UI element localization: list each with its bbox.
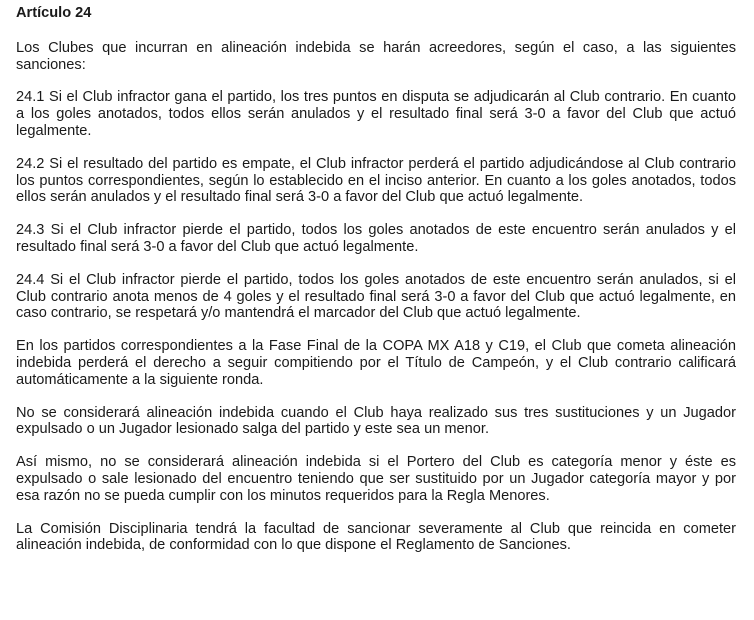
paragraph-intro: Los Clubes que incurran en alineación indebida se harán acreedores, según el caso, a las siguientes sanciones: (16, 39, 736, 73)
paragraph-24-2: 24.2 Si el resultado del partido es empate, el Club infractor perderá el partido adjudicándose al Club contrario los puntos correspondientes, según lo establecido en el inciso anterior. En cuanto a los goles anotados, todos ellos serán anulados y el resultado final será 3-0 a favor del Club que actuó legalmente. (16, 155, 736, 206)
paragraph-24-3: 24.3 Si el Club infractor pierde el partido, todos los goles anotados de este encuentro serán anulados y el resultado final será 3-0 a favor del Club que actuó legalmente. (16, 222, 736, 255)
paragraph-fase-final: En los partidos correspondientes a la Fase Final de la COPA MX A18 y C19, el Club que cometa alineación indebida perderá el derecho a seguir compitiendo por el Título de Campeón, y el Club contrario calificará automáticamente a la siguiente ronda. (16, 338, 736, 388)
paragraph-24-4: 24.4 Si el Club infractor pierde el partido, todos los goles anotados de este encuentro serán anulados, si el Club contrario anota menos de 4 goles y el resultado final será 3-0 a favor del Club que actuó legalmente, en caso contrario, se respetará y/o mantendrá el marcador del Club que actuó legalmente. (16, 271, 736, 322)
paragraph-comision: La Comisión Disciplinaria tendrá la facultad de sancionar severamente al Club que reincida en cometer alineación indebida, de conformidad con lo que dispone el Reglamento de Sanciones. (16, 520, 736, 554)
article-title: Artículo 24 (16, 5, 92, 21)
paragraph-sustituciones: No se considerará alineación indebida cuando el Club haya realizado sus tres sustituciones y un Jugador expulsado o un Jugador lesionado salga del partido y este sea un menor. (16, 404, 736, 438)
paragraph-portero: Así mismo, no se considerará alineación indebida si el Portero del Club es categoría menor y éste es expulsado o sale lesionado del encuentro teniendo que ser sustituido por un Jugador categoría mayor y por esa razón no se pueda cumplir con los minutos requeridos para la Regla Menores. (16, 454, 736, 504)
paragraph-24-1: 24.1 Si el Club infractor gana el partido, los tres puntos en disputa se adjudicarán al Club contrario. En cuanto a los goles anotados, todos ellos serán anulados y el resultado final será 3-0 a favor del Club que actuó legalmente. (16, 89, 736, 139)
document-page (16, 5, 736, 570)
